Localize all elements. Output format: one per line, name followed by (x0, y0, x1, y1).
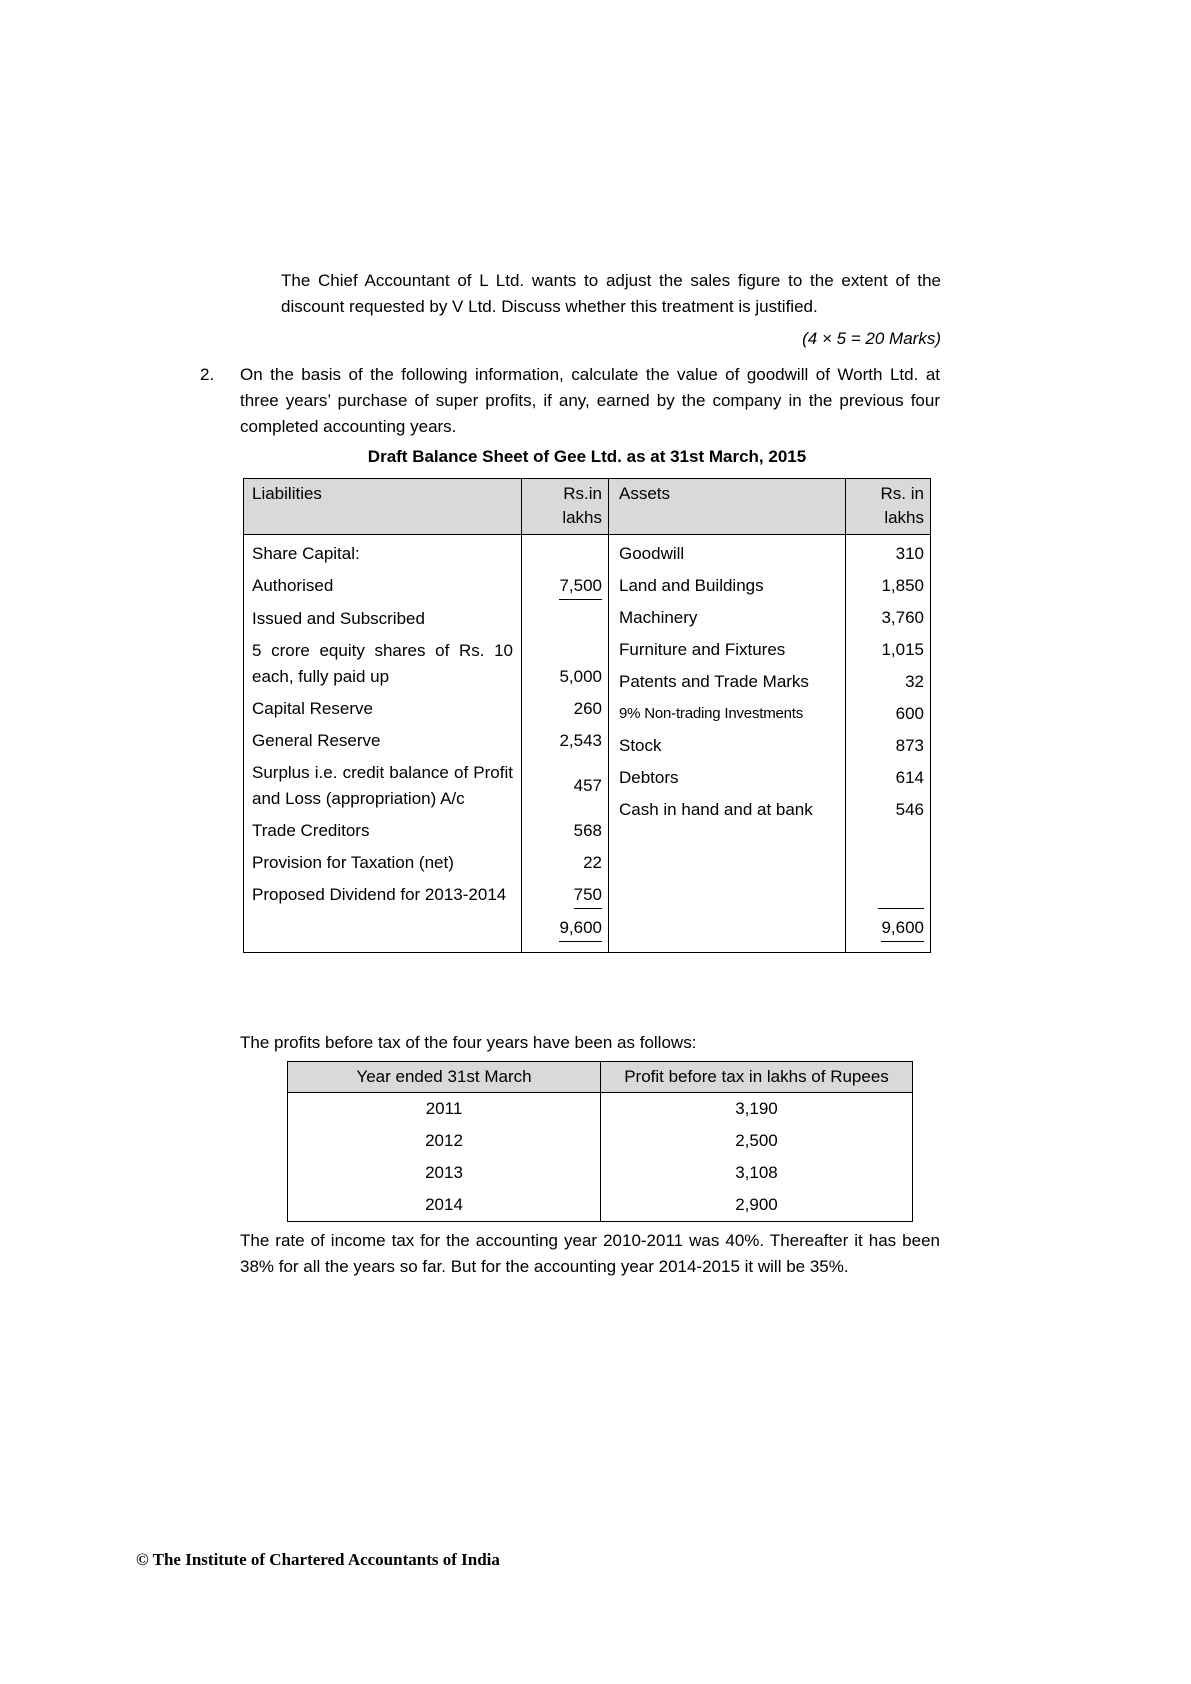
assets-spacer-row (609, 823, 930, 909)
marks-note: (4 × 5 = 20 Marks) (802, 329, 941, 348)
asset-row (609, 727, 930, 759)
asset-amount: 546 (845, 791, 930, 823)
assets-total-amount: 9,600 (845, 909, 930, 952)
header-assets-amount: Rs. in lakhs (845, 479, 930, 534)
liability-label (244, 909, 521, 952)
liability-row (244, 632, 608, 690)
profits-year: 2012 (425, 1131, 463, 1150)
asset-amount: 614 (845, 759, 930, 791)
liability-label: Capital Reserve (252, 699, 373, 718)
asset-row (609, 599, 930, 631)
asset-row (609, 791, 930, 823)
profits-intro: The profits before tax of the four years have been as follows: (240, 1033, 697, 1052)
asset-row (609, 631, 930, 663)
profits-header-year: Year ended 31st March (288, 1062, 601, 1093)
asset-row (609, 759, 930, 791)
header-liabilities-amount: Rs.in lakhs (521, 479, 608, 534)
profits-amount: 2,500 (601, 1125, 913, 1157)
intro-paragraph: The Chief Accountant of L Ltd. wants to adjust the sales figure to the extent of the discount requested by V Ltd. Discuss whether this treatment is justified. (281, 271, 941, 316)
liability-row (244, 690, 608, 722)
balance-sheet-header (244, 479, 930, 535)
header-assets: Assets (608, 479, 845, 534)
liability-label: Proposed Dividend for 2013-2014 (252, 885, 507, 904)
liability-amount (521, 600, 608, 632)
asset-label: Cash in hand and at bank (619, 800, 813, 819)
liabilities-total-amount: 9,600 (521, 909, 608, 952)
asset-amount: 600 (845, 695, 930, 727)
liability-label: 5 crore equity shares of Rs. 10 each, fully paid up (252, 641, 513, 686)
asset-label: Goodwill (619, 544, 685, 563)
liability-row (244, 567, 608, 600)
liability-amount: 7,500 (521, 567, 608, 600)
copyright-footer: © The Institute of Chartered Accountants of India (136, 1550, 500, 1569)
profits-amount: 3,108 (601, 1157, 913, 1189)
question-number: 2. (200, 365, 215, 384)
profits-table (287, 1061, 913, 1222)
profits-row (288, 1189, 913, 1222)
liability-amount: 22 (521, 844, 608, 876)
liabilities-total-row (244, 909, 608, 952)
profits-header-row (288, 1062, 913, 1093)
liability-label: Share Capital: (252, 544, 360, 563)
asset-amount: 1,850 (845, 567, 930, 599)
profits-row (288, 1125, 913, 1157)
liability-amount: 457 (521, 754, 608, 812)
liability-amount: 568 (521, 812, 608, 844)
liability-row (244, 812, 608, 844)
liability-row (244, 876, 608, 909)
asset-label: Debtors (619, 768, 679, 787)
asset-label: 9% Non-trading Investments (619, 705, 804, 722)
liability-amount: 750 (521, 876, 608, 909)
liability-label: General Reserve (252, 731, 381, 750)
question-text: On the basis of the following information, calculate the value of goodwill of Worth Ltd. at three years’ purchase of super profits, if any, earned by the company in the previous four completed accounting years. (240, 365, 940, 436)
liability-amount: 260 (521, 690, 608, 722)
asset-label: Stock (619, 736, 662, 755)
question-2 (200, 362, 940, 440)
tax-note: The rate of income tax for the accounting year 2010-2011 was 40%. Thereafter it has been 38% for all the years so far. But for the accounting year 2014-2015 it will be 35%. (240, 1231, 940, 1276)
profits-year: 2011 (425, 1099, 463, 1118)
asset-label: Land and Buildings (619, 576, 764, 595)
asset-amount: 3,760 (845, 599, 930, 631)
asset-amount: 873 (845, 727, 930, 759)
asset-amount: 310 (845, 535, 930, 567)
liability-amount: 2,543 (521, 722, 608, 754)
profits-header-amount: Profit before tax in lakhs of Rupees (601, 1062, 913, 1093)
balance-sheet-table (243, 478, 931, 953)
profits-amount: 3,190 (601, 1093, 913, 1126)
asset-label: Furniture and Fixtures (619, 640, 786, 659)
asset-label (609, 823, 845, 909)
liability-row (244, 600, 608, 632)
liability-row (244, 722, 608, 754)
liability-amount (521, 535, 608, 567)
liability-label: Trade Creditors (252, 821, 370, 840)
profits-row (288, 1093, 913, 1126)
profits-row (288, 1157, 913, 1189)
asset-row (609, 535, 930, 567)
balance-sheet-title: Draft Balance Sheet of Gee Ltd. as at 31st March, 2015 (367, 447, 807, 466)
asset-amount (845, 823, 930, 909)
liability-label: Provision for Taxation (net) (252, 853, 454, 872)
asset-row (609, 695, 930, 727)
asset-row (609, 663, 930, 695)
asset-label (609, 909, 845, 952)
balance-sheet-body (244, 535, 930, 952)
assets-total-row (609, 909, 930, 952)
liability-label: Issued and Subscribed (252, 609, 425, 628)
liability-label: Authorised (252, 576, 334, 595)
profits-amount: 2,900 (601, 1189, 913, 1222)
asset-row (609, 567, 930, 599)
header-liabilities: Liabilities (252, 484, 322, 503)
liabilities-column (244, 535, 608, 952)
asset-amount: 32 (845, 663, 930, 695)
asset-amount: 1,015 (845, 631, 930, 663)
liability-row (244, 535, 608, 567)
liability-amount: 5,000 (521, 632, 608, 690)
liability-label: Surplus i.e. credit balance of Profit and Loss (appropriation) A/c (252, 763, 513, 808)
asset-label: Machinery (619, 608, 698, 627)
assets-column (608, 535, 930, 952)
liability-row (244, 754, 608, 812)
asset-label: Patents and Trade Marks (619, 672, 809, 691)
liability-row (244, 844, 608, 876)
profits-year: 2014 (425, 1195, 463, 1214)
profits-year: 2013 (425, 1163, 463, 1182)
